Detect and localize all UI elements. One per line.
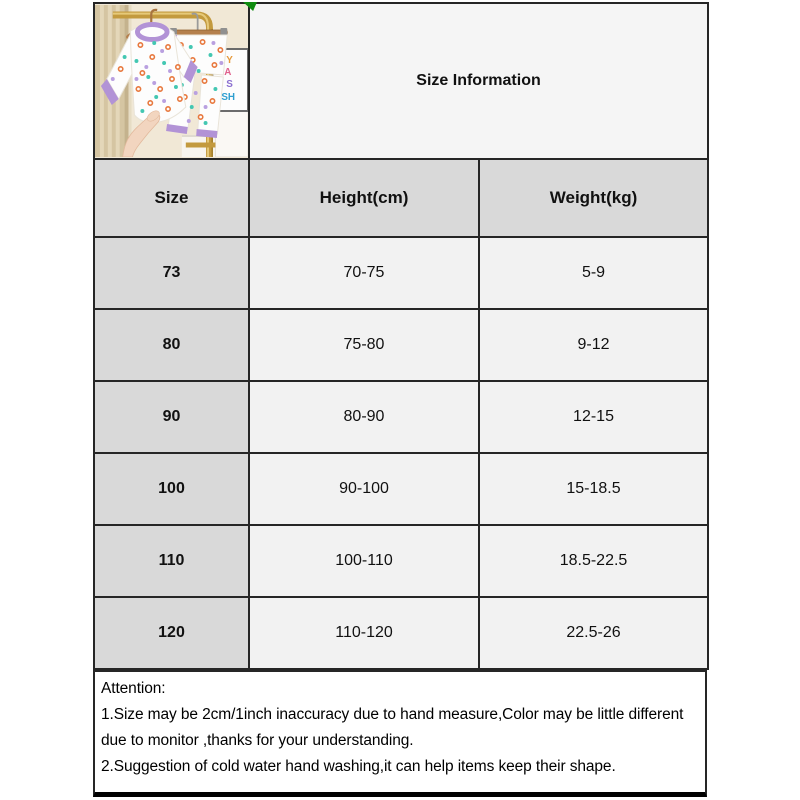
size-value: 80 bbox=[94, 309, 249, 381]
table-row bbox=[94, 309, 708, 381]
size-info-sheet bbox=[93, 2, 707, 797]
weight-value: 12-15 bbox=[479, 381, 708, 453]
size-value: 73 bbox=[94, 237, 249, 309]
column-header-size: Size bbox=[94, 159, 249, 237]
height-value: 80-90 bbox=[249, 381, 479, 453]
height-value: 110-120 bbox=[249, 597, 479, 669]
table-row bbox=[94, 237, 708, 309]
size-value: 120 bbox=[94, 597, 249, 669]
pajama-set-illustration bbox=[95, 5, 248, 157]
height-value: 90-100 bbox=[249, 453, 479, 525]
weight-value: 9-12 bbox=[479, 309, 708, 381]
weight-value: 5-9 bbox=[479, 237, 708, 309]
table-row bbox=[94, 597, 708, 669]
sign-letter: S bbox=[226, 78, 233, 91]
column-header-height: Height(cm) bbox=[249, 159, 479, 237]
weight-value: 15-18.5 bbox=[479, 453, 708, 525]
weight-value: 18.5-22.5 bbox=[479, 525, 708, 597]
column-header-weight: Weight(kg) bbox=[479, 159, 708, 237]
weight-value: 22.5-26 bbox=[479, 597, 708, 669]
attention-item: 2.Suggestion of cold water hand washing,it can help items keep their shape. bbox=[101, 758, 616, 775]
size-value: 100 bbox=[94, 453, 249, 525]
size-value: 110 bbox=[94, 525, 249, 597]
attention-heading: Attention: bbox=[101, 680, 166, 697]
table-row bbox=[94, 453, 708, 525]
attention-item: 1.Size may be 2cm/1inch inaccuracy due to hand measure,Color may be little different due to monitor ,thanks for your understanding. bbox=[101, 706, 684, 749]
sign-letter: Y bbox=[226, 54, 233, 67]
size-table bbox=[93, 2, 709, 670]
height-value: 100-110 bbox=[249, 525, 479, 597]
page-title: Size Information bbox=[249, 3, 708, 159]
sign-letter: A bbox=[224, 66, 232, 79]
attention-note bbox=[93, 670, 707, 797]
sign-letter: SH bbox=[221, 91, 236, 104]
height-value: 70-75 bbox=[249, 237, 479, 309]
size-value: 90 bbox=[94, 381, 249, 453]
product-photo bbox=[94, 3, 249, 159]
height-value: 75-80 bbox=[249, 309, 479, 381]
table-row bbox=[94, 381, 708, 453]
table-row bbox=[94, 525, 708, 597]
